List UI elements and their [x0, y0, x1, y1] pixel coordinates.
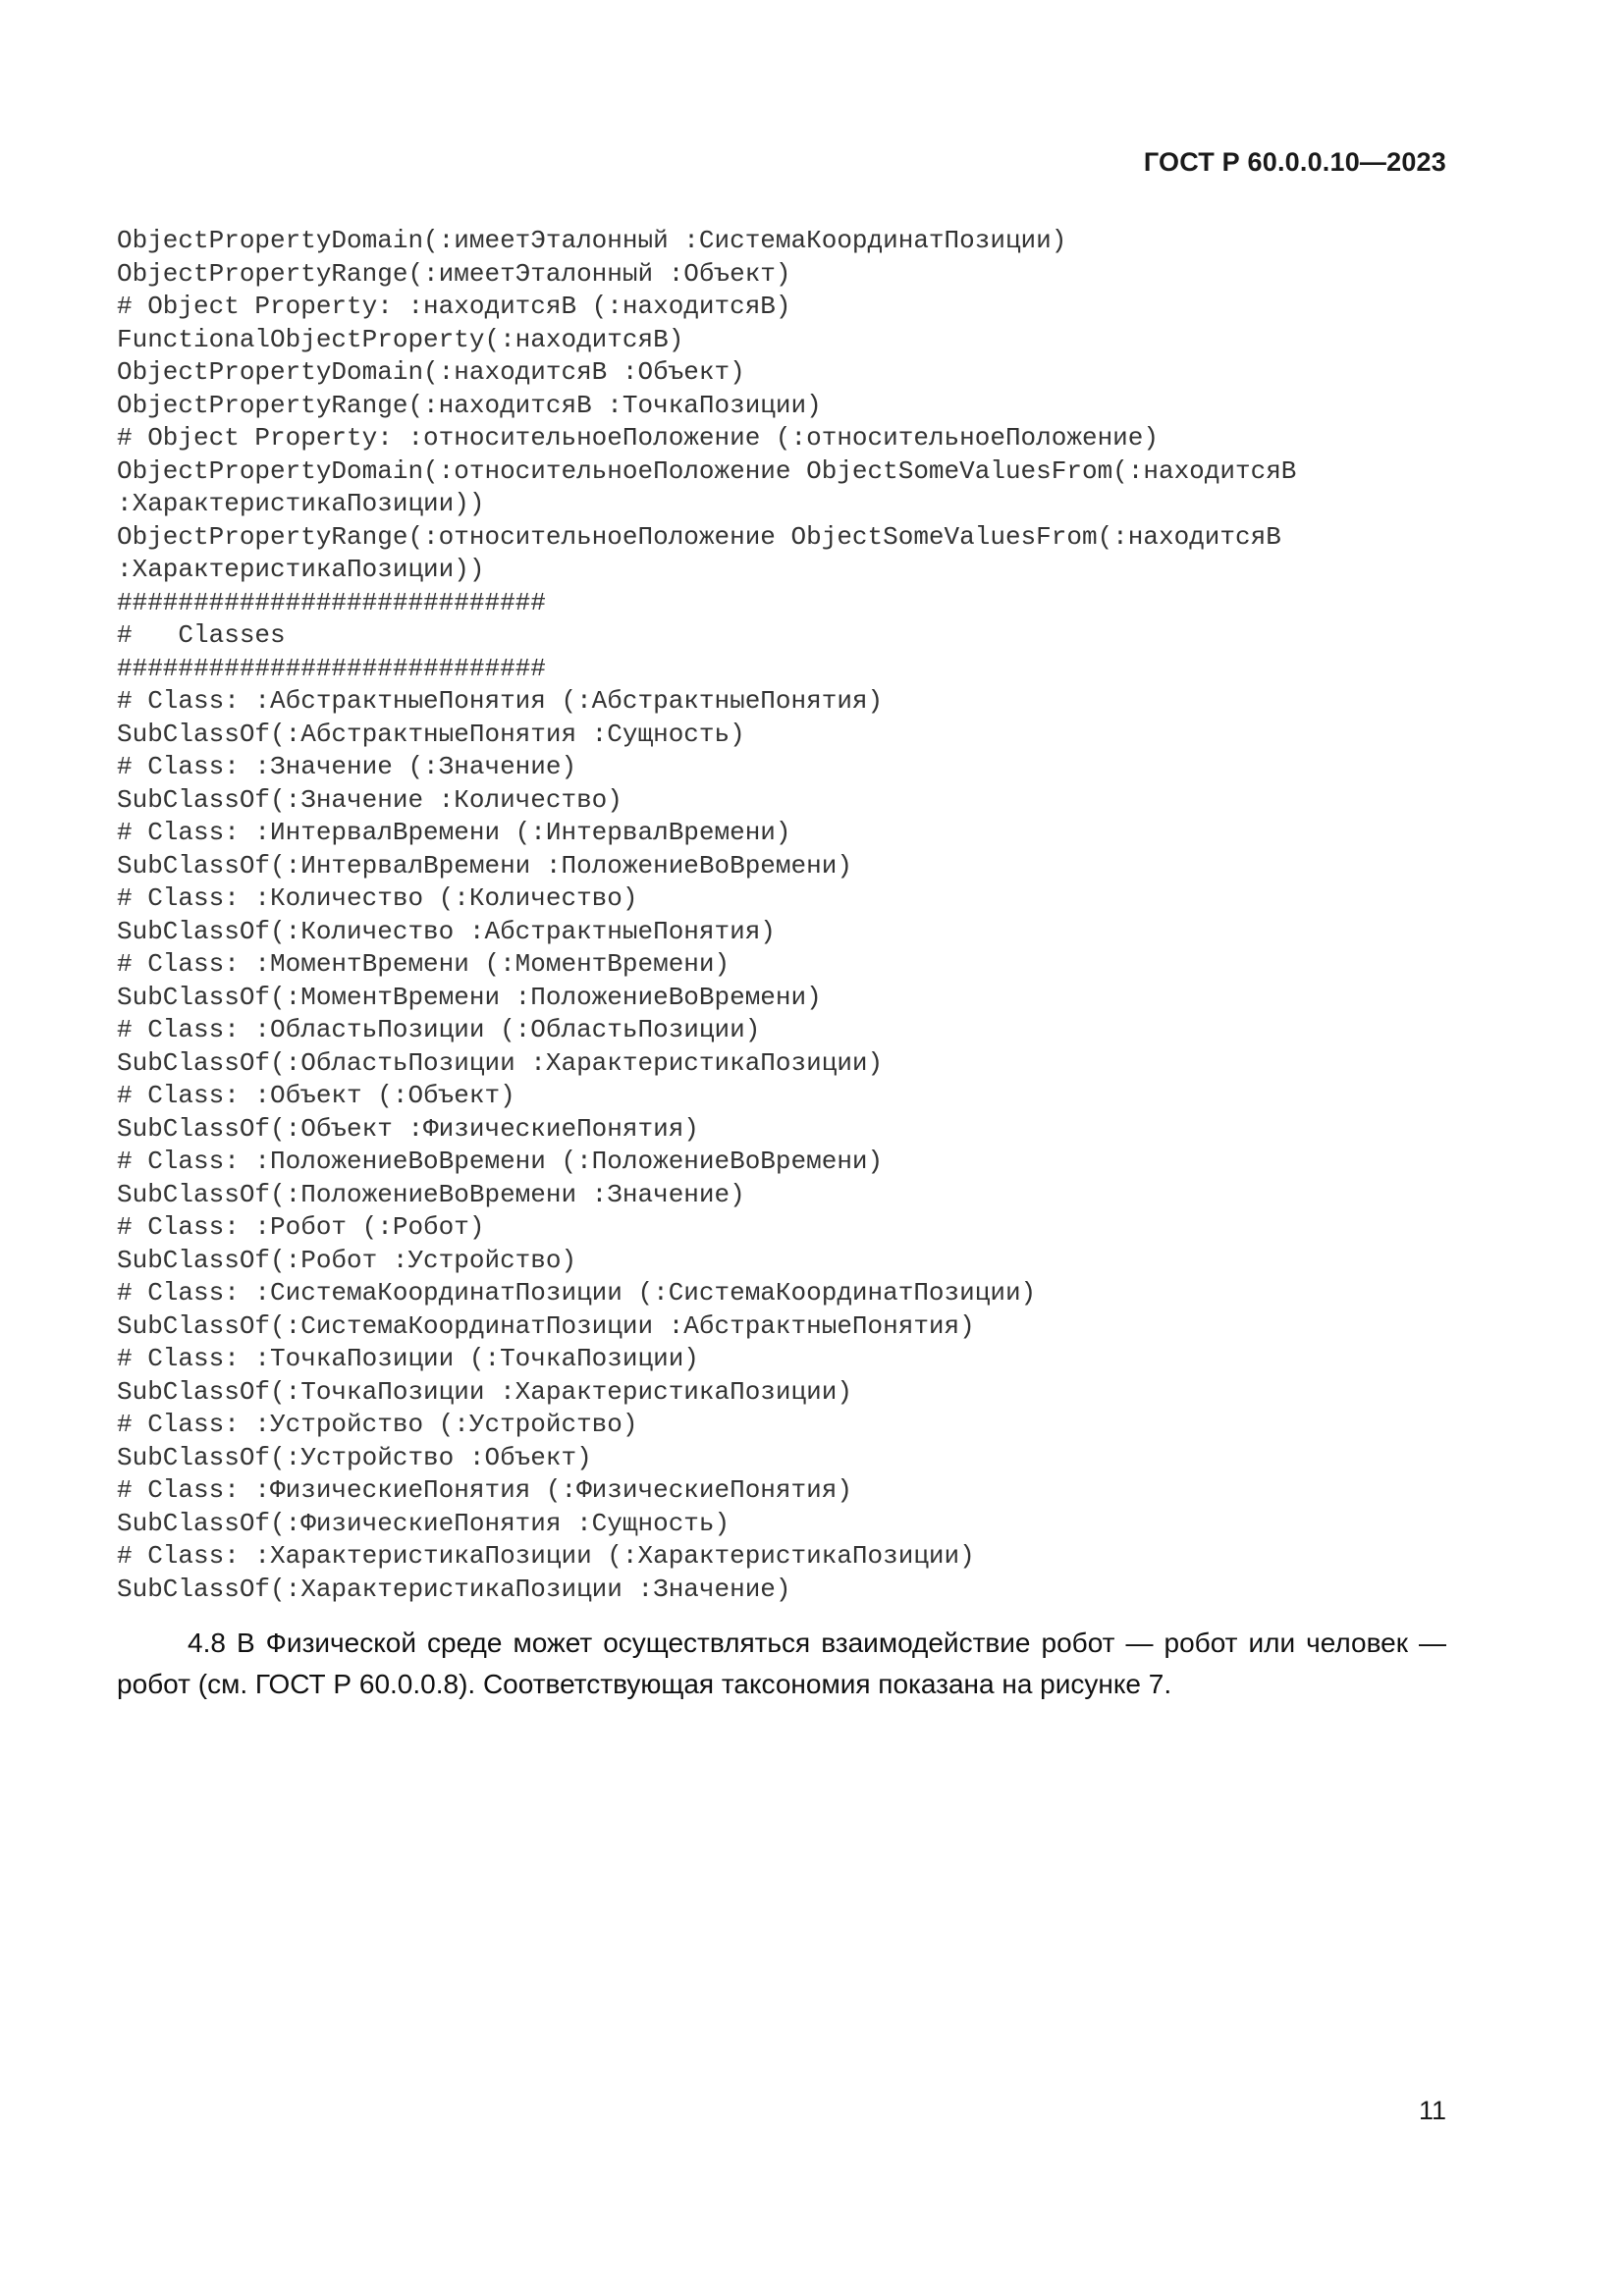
code-line: # Class: :Устройство (:Устройство): [117, 1410, 638, 1439]
code-line: # Class: :ПоложениеВоВремени (:ПоложениеВоВремени): [117, 1147, 884, 1176]
code-line: SubClassOf(:МоментВремени :ПоложениеВоВремени): [117, 982, 822, 1012]
code-line: SubClassOf(:ФизическиеПонятия :Сущность): [117, 1508, 731, 1538]
code-line: ObjectPropertyRange(:имеетЭталонный :Объект): [117, 258, 791, 289]
paragraph-line-1: 4.8 В Физической среде может осуществляться взаимодействие робот — робот или человек —: [188, 1628, 1446, 1658]
code-line: # Object Property: :относительноеПоложение (:относительноеПоложение): [117, 423, 1159, 453]
code-line: ObjectPropertyDomain(:находитсяВ :Объект): [117, 357, 745, 387]
paragraph-line-2: робот (см. ГОСТ Р 60.0.0.8). Соответствующая таксономия показана на рисунке 7.: [117, 1669, 1172, 1699]
code-line: :ХарактеристикаПозиции)): [117, 555, 485, 584]
code-line: ObjectPropertyRange(:находитсяВ :ТочкаПозиции): [117, 390, 822, 420]
code-line: :ХарактеристикаПозиции)): [117, 489, 485, 518]
code-line: SubClassOf(:СистемаКоординатПозиции :АбстрактныеПонятия): [117, 1310, 975, 1341]
code-line: # Class: :Значение (:Значение): [117, 752, 577, 781]
code-line: SubClassOf(:Объект :ФизическиеПонятия): [117, 1113, 699, 1144]
code-line: # Object Property: :находитсяВ (:находитсяВ): [117, 292, 791, 321]
code-line: # Class: :ОбластьПозиции (:ОбластьПозиции): [117, 1015, 761, 1044]
code-line: SubClassOf(:ОбластьПозиции :ХарактеристикаПозиции): [117, 1047, 884, 1078]
code-line: # Class: :МоментВремени (:МоментВремени): [117, 949, 731, 979]
code-line: ############################: [117, 587, 546, 617]
code-line: ObjectPropertyDomain(:имеетЭталонный :СистемаКоординатПозиции): [117, 226, 1067, 255]
body-paragraph-4-8: [117, 1623, 1446, 1705]
code-line: SubClassOf(:Устройство :Объект): [117, 1442, 592, 1472]
code-line: # Class: :АбстрактныеПонятия (:АбстрактныеПонятия): [117, 686, 884, 716]
code-line: SubClassOf(:Значение :Количество): [117, 784, 623, 815]
code-line: FunctionalObjectProperty(:находитсяВ): [117, 324, 684, 354]
code-line: # Class: :ТочкаПозиции (:ТочкаПозиции): [117, 1344, 699, 1373]
code-line: SubClassOf(:Количество :АбстрактныеПонятия): [117, 916, 776, 946]
code-line: # Class: :ИнтервалВремени (:ИнтервалВремени): [117, 818, 791, 847]
ontology-code-listing: [117, 225, 1452, 1606]
code-line: SubClassOf(:Робот :Устройство): [117, 1245, 577, 1275]
code-line: ############################: [117, 653, 546, 683]
code-line: ObjectPropertyDomain(:относительноеПоложение ObjectSomeValuesFrom(:находитсяВ: [117, 455, 1297, 486]
document-id: ГОСТ Р 60.0.0.10—2023: [1143, 147, 1446, 177]
code-line: # Classes: [117, 620, 286, 650]
code-line: SubClassOf(:ТочкаПозиции :ХарактеристикаПозиции): [117, 1376, 852, 1407]
code-line: SubClassOf(:АбстрактныеПонятия :Сущность): [117, 719, 745, 749]
code-line: SubClassOf(:ПоложениеВоВремени :Значение): [117, 1179, 745, 1209]
code-line: # Class: :СистемаКоординатПозиции (:СистемаКоординатПозиции): [117, 1278, 1037, 1308]
code-line: # Class: :ХарактеристикаПозиции (:ХарактеристикаПозиции): [117, 1541, 975, 1571]
code-line: # Class: :Объект (:Объект): [117, 1081, 515, 1110]
page-number: 11: [1418, 2096, 1446, 2125]
code-line: ObjectPropertyRange(:относительноеПоложение ObjectSomeValuesFrom(:находитсяВ: [117, 521, 1281, 552]
code-line: SubClassOf(:ХарактеристикаПозиции :Значение): [117, 1574, 791, 1604]
code-line: # Class: :Робот (:Робот): [117, 1212, 485, 1242]
document-header: [1144, 147, 1446, 178]
code-line: # Class: :Количество (:Количество): [117, 883, 638, 913]
code-line: # Class: :ФизическиеПонятия (:ФизическиеПонятия): [117, 1475, 852, 1505]
code-line: SubClassOf(:ИнтервалВремени :ПоложениеВоВремени): [117, 850, 852, 881]
